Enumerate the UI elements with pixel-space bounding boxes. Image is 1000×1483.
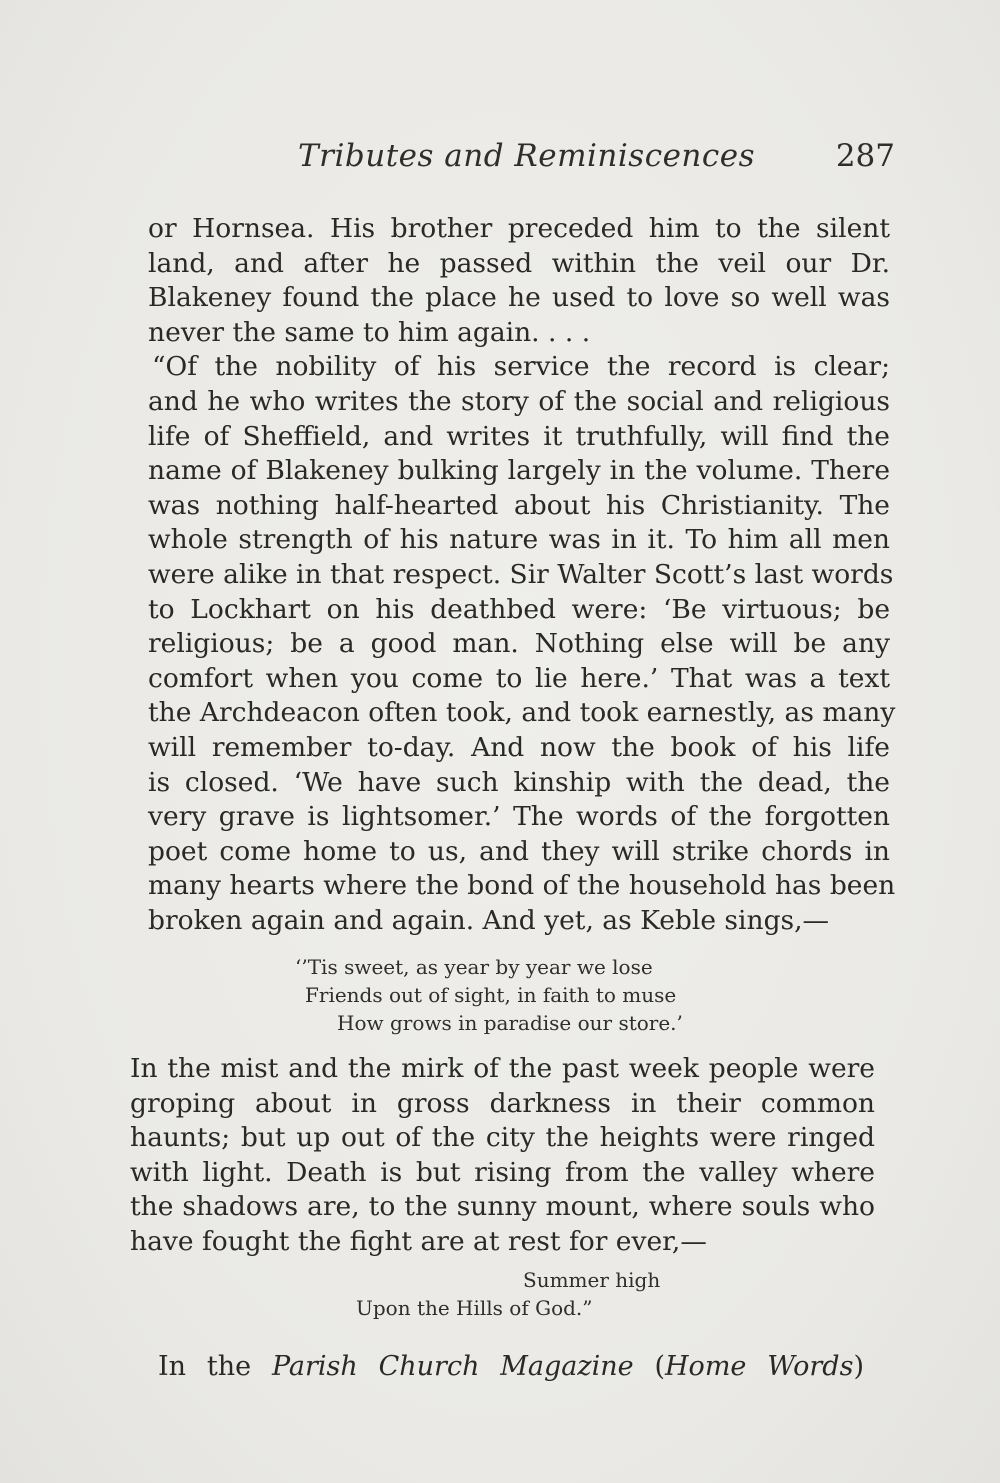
text-line: “Of the nobility of his service the record is clear; (152, 351, 890, 383)
text-line: broken again and again. And yet, as Keble sings,— (148, 904, 830, 936)
verse-line: Summer high (523, 1268, 661, 1292)
text-line: the Archdeacon often took, and took earnestly, as many (148, 697, 896, 729)
final-line-lead: In the (158, 1351, 252, 1382)
paren-close: ) (853, 1351, 864, 1382)
page-number: 287 (835, 138, 895, 174)
text-line: religious; be a good man. Nothing else will be any (148, 628, 890, 660)
text-line: comfort when you come to lie here.’ That was a text (148, 662, 890, 694)
text-line: with light. Death is but rising from the valley where (130, 1156, 875, 1188)
final-line (158, 1351, 864, 1382)
text-line: whole strength of his nature was in it. To him all men (148, 524, 890, 556)
text-line: Blakeney found the place he used to love so well was (148, 282, 890, 314)
text-line: and he who writes the story of the social and religious (148, 385, 890, 417)
text-line: or Hornsea. His brother preceded him to the silent (148, 213, 890, 244)
verse-line: ‘’Tis sweet, as year by year we lose (295, 955, 653, 979)
verse-line: Upon the Hills of God.” (356, 1296, 593, 1320)
paragraph-3 (130, 1052, 875, 1260)
verse-line: Friends out of sight, in faith to muse (305, 983, 677, 1007)
text-line: was nothing half-hearted about his Christianity. The (148, 489, 890, 521)
paren-open: ( (654, 1351, 666, 1382)
paragraph-2 (148, 350, 896, 938)
text-line: land, and after he passed within the veil our Dr. (148, 247, 890, 279)
paragraph-1 (148, 212, 890, 350)
text-line: to Lockhart on his deathbed were: ‘Be virtuous; be (148, 593, 890, 625)
text-line: name of Blakeney bulking largely in the volume. There (148, 455, 890, 487)
text-line: will remember to-day. And now the book of his life (148, 731, 890, 763)
text-line: poet come home to us, and they will strike chords in (148, 835, 890, 867)
text-line: groping about in gross darkness in their common (130, 1087, 875, 1119)
text-line: many hearts where the bond of the household has been (148, 870, 896, 902)
text-line: the shadows are, to the sunny mount, where souls who (130, 1191, 875, 1223)
body-text-top (148, 212, 896, 938)
running-title: Tributes and Reminiscences (298, 138, 756, 174)
text-line: In the mist and the mirk of the past week people were (130, 1053, 875, 1084)
text-line: have fought the fight are at rest for ever,— (130, 1225, 707, 1257)
text-line: haunts; but up out of the city the heights were ringed (130, 1122, 875, 1154)
page-header (150, 138, 895, 188)
magazine-subtitle: Home Words (665, 1351, 854, 1382)
text-line: life of Sheffield, and writes it truthfully, will find the (148, 420, 890, 452)
verse-line: How grows in paradise our store.’ (337, 1011, 683, 1035)
text-line: were alike in that respect. Sir Walter Scott’s last words (148, 558, 894, 590)
magazine-title: Parish Church Magazine (271, 1351, 634, 1382)
text-line: is closed. ‘We have such kinship with the dead, the (148, 766, 890, 798)
text-line: never the same to him again. . . . (148, 316, 591, 348)
text-line: very grave is lightsomer.’ The words of the forgotten (148, 801, 890, 833)
